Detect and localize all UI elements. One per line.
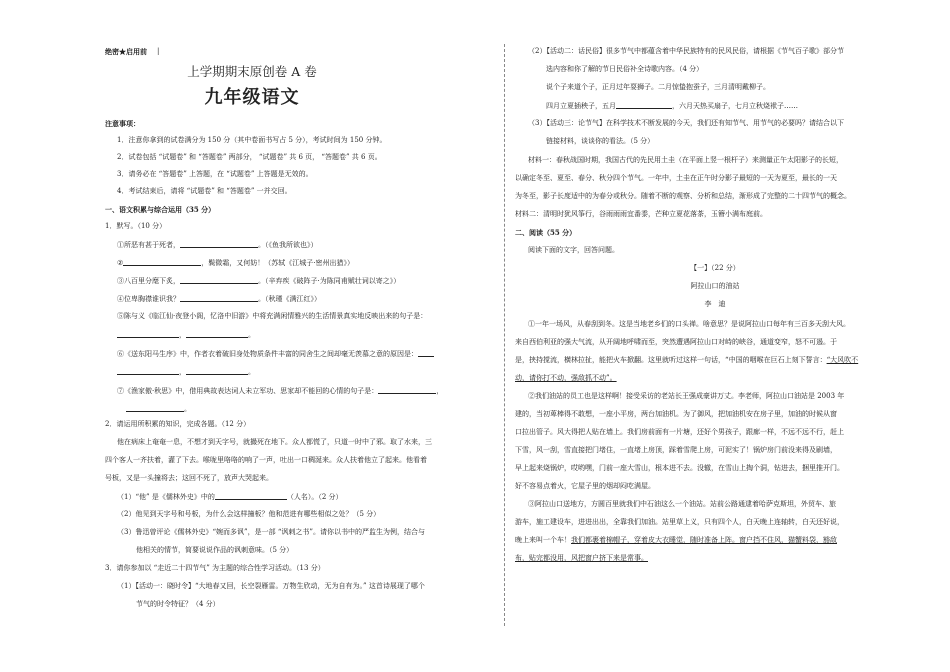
recite-q6-blanks: ， 。 — [117, 367, 255, 377]
story-paragraph: ③阿拉山口送地方，方圆百里就我们中石油这么一个油站。站前公路通逮着哈萨克斯坦，外贸车、旅 — [528, 500, 836, 508]
q2-sub3: （3）鲁迅曾评论《儒林外史》“婉而多讽”，是一部 “讽刺之书”。请你以书中的严监生为例，结合与 — [117, 528, 425, 536]
story-text: 晚上来叫一个车！ — [515, 536, 571, 544]
recite-post: 。（《鱼我所欲也》） — [258, 241, 318, 249]
q2-sub1-pre: （1）“他” 是《儒林外史》中的 — [117, 493, 215, 501]
subject-title: 九年级语文 — [204, 87, 300, 108]
q3-activity1: 节气的时令特征？（4 分） — [136, 600, 220, 608]
recite-pre: ①所恶有甚于死者， — [117, 241, 180, 249]
notice-heading: 注意事项： — [105, 119, 140, 128]
section2-heading: 二、阅读（55 分） — [515, 228, 577, 237]
poem-pre: 四月立夏插秧子，五月 — [546, 102, 616, 110]
passage-line: 四个客人一齐扶着，灌了下去。喉咙里咯咯的响了一声，吐出一口稠涎来。众人扶着他立了起来。他看着 — [105, 456, 427, 464]
material-line: 材料一：春秋战国时期，我国古代的先民用土圭（在平面上竖一根杆子）来测量正午太阳影子的长短， — [528, 156, 843, 164]
q3-activity2: （2）【活动二：话民俗】很多节气中都蕴含着中华民族特有的民风民俗，请根据《节气百子歌》部分节 — [528, 47, 844, 55]
section1-heading: 一、语文积累与综合运用（35 分） — [105, 205, 216, 214]
reading-part: 【一】（22 分） — [690, 264, 740, 272]
q2-sub1-post: （人名）。（2 分） — [286, 493, 343, 501]
material-line: 为冬至，影子长度适中的为春分或秋分。随着不断的观察、分析和总结，渐形成了完整的二十四节气的概念。 — [515, 192, 851, 200]
q3-activity3: （3）【活动三：论节气】在科学技术不断发展的今天，我们还有知节气、用节气的必要吗？请结合以下 — [528, 119, 844, 127]
recite-post: ，鬓微霜，又何妨！（苏轼《江城子·密州出猎》） — [201, 259, 355, 267]
underlined-text: 我们都裹着棉帽子，穿着皮大衣睡觉，随时准备上阵。窗户挡不住风，猫蟹料袋，豁敌 — [571, 536, 837, 544]
q3-activity1: （1）【活动一：晓时令】“大地春又回，长空裂雁雷。万物生欣动，无为自有为。” 这首诗展现了哪个 — [117, 582, 425, 590]
reading-intro: 阅读下面的文字，回答问题。 — [528, 246, 619, 254]
poem-post: ，六月天热买扇子，七月立秋烧袱子…… — [672, 102, 798, 110]
answer-blank[interactable] — [186, 330, 248, 338]
answer-blank[interactable] — [123, 258, 201, 266]
story-paragraph: 布，贴完都没用，风把窗户挤下来是常事。 — [515, 554, 648, 562]
underlined-text: “大风吹不 — [826, 356, 859, 364]
story-paragraph: ①一年一场风，从春刮到冬。这是当地老乡们的口头禅。啥意思？是说阿拉山口每年有三百多天刮大风。 — [528, 320, 850, 328]
recite-q6-text: ⑥《送东阳马生序》中，作者衣着破旧身处物质条件丰富的同舍生之间却毫无羡慕之意的原因是： — [117, 350, 418, 358]
q3-activity3: 链接材料，谈谈你的看法。（5 分） — [546, 137, 655, 145]
story-paragraph — [515, 536, 837, 545]
q2-sub3: 他相关的情节，简要说说作品的讽刺意味。（5 分） — [136, 546, 294, 554]
answer-blank[interactable] — [418, 349, 434, 357]
passage-line: 他在病床上奄奄一息，不想才到天字号，就撮死在地下。众人都慌了，只道一时中了邪。取了水来，三 — [117, 438, 432, 446]
recite-line — [117, 240, 318, 250]
story-paragraph: 下雪，风一刮，雪直接把门堵住，一直堵上房顶，踩着雪爬上房，可泥实了！锅炉房门前没来得及刷墙， — [515, 446, 837, 454]
answer-blank[interactable] — [616, 101, 672, 109]
recite-line — [117, 258, 354, 268]
answer-blank[interactable] — [180, 240, 258, 248]
story-author: 李 迪 — [704, 300, 726, 308]
recite-pre: ③八百里分麾下炙， — [117, 277, 180, 285]
recite-q5-blanks: ， 。 — [117, 330, 255, 340]
q1-title: 1．默写。（10 分） — [105, 222, 167, 230]
notice-item: 4．考试结束后，请将 “试题卷” 和 “答题卷” 一并交回。 — [117, 187, 292, 195]
recite-q5: ⑤陈与义《临江仙·夜登小阁，忆洛中旧游》中将充满闲情雅兴的生活情景真实地反映出来的句子是： — [117, 312, 428, 320]
story-text: 是，挟持搅流，横林拉扯，能把火车掀翻。这里就听过这样一句话，“中国的咽喉在巨石上刻下誓言： — [515, 356, 827, 364]
recite-q6 — [117, 349, 434, 359]
story-title: 阿拉山口的油站 — [690, 282, 740, 290]
answer-blank[interactable] — [117, 367, 179, 375]
recite-post: 。（秋瑾《满江红》） — [258, 295, 321, 303]
exam-title: 上学期期末原创卷 A 卷 — [187, 64, 317, 79]
story-paragraph: 游车，施工建设车，进进出出，全靠我们加油。站里草上义，只有四个人，白天晚上连轴转，白天还好说， — [515, 518, 844, 526]
notice-item: 2．试卷包括 “试题卷” 和 “答题卷” 两部分， “试题卷” 共 6 页， “答题卷” 共 6 页。 — [117, 153, 382, 161]
recite-pre: ② — [117, 259, 124, 267]
label-cursor: | — [157, 47, 160, 55]
notice-item: 3．请务必在 “答题卷” 上答题，在 “试题卷” 上答题是无效的。 — [117, 170, 313, 178]
recite-q7-text: ⑦《渔家傲·秋思》中，借用典故表达词人未立军功、思家却不能回的心情的句子是： — [117, 387, 379, 395]
q2-sub2: （2）他见到天字号和号板，为什么会这样撞板？他和范进有哪些相似之处？（5 分） — [117, 510, 381, 518]
story-paragraph: 早上起来烧锅炉，哎哟嘿，门前一座大雪山，根本进不去。没辙，在雪山上掏个洞，钻进去，捆里推开门。 — [515, 464, 844, 472]
poem-line — [546, 101, 798, 111]
q2-sub1 — [117, 492, 343, 502]
confidential-label: 绝密★启用前 — [105, 47, 147, 56]
story-paragraph: 建的，当初萆棒得不敢想，一座小平房，两台加油机。为了御风，把加油机安在房子里，加油的时候从窗 — [515, 410, 837, 418]
story-paragraph — [515, 356, 858, 365]
answer-blank[interactable] — [186, 367, 248, 375]
answer-blank[interactable] — [117, 330, 179, 338]
poem-line: 说个子来道个子，正月过年耍狮子。二月惊蛰抱蚕子，三月清明戴柳子。 — [546, 83, 770, 91]
recite-post: 。（辛弃疾《破阵子·为陈同甫赋壮词以寄之》） — [258, 277, 401, 285]
recite-line — [117, 294, 321, 304]
recite-line — [117, 276, 400, 286]
answer-blank[interactable] — [126, 404, 184, 412]
passage-line: 号板，又是一头撞将去；这回不死了，放声大哭起来。 — [105, 474, 273, 482]
q2-title: 2．请运用所积累的知识，完成各题。（12 分） — [105, 420, 251, 428]
material-line: 材料二：清明时犹风筝行，谷雨雨雨宜番黍，芒种立夏花落茶，玉簪小满布庭前。 — [515, 210, 767, 218]
story-paragraph: 来自西伯利亚的强大气流，从开阔地呼啸而至，突然遭遇阿拉山口对峙的峡谷，通道变窄，怒不可遏。于 — [515, 338, 837, 346]
story-paragraph: 好不容易点着火，它屋子里的烟却闷吃满屋。 — [515, 482, 655, 490]
answer-blank[interactable] — [180, 294, 258, 302]
answer-blank[interactable] — [378, 386, 436, 394]
answer-blank[interactable] — [215, 492, 287, 500]
answer-blank[interactable] — [180, 276, 258, 284]
recite-q7: ⑦《渔家傲·秋思》中，借用典故表达词人未立军功、思家却不能回的心情的句子是： ， — [117, 387, 444, 395]
story-paragraph: 动，请你打不动，强敌抓不动”。 — [515, 374, 617, 382]
notice-item: 1．注意你拿到的试卷满分为 150 分（其中卷面书写占 5 分），考试时间为 150 分钟。 — [117, 136, 387, 144]
recite-q7-blank: 。 — [126, 404, 191, 414]
material-line: 以确定冬至、夏至、春分、秋分四个节气。一年中，土圭在正午时分影子最短的一天为夏至，最长的一天 — [515, 174, 837, 182]
q3-title: 3．请你参加以 “走近二十四节气” 为主题的综合性学习活动。（13 分） — [105, 564, 325, 572]
story-paragraph: ②我们油站的员工也是这样啊！接受采访的老站长王强成豪讲万丈。李老师，阿拉山口油站是 2003 年 — [528, 392, 845, 400]
page-divider — [504, 44, 506, 626]
q3-activity2: 选内容和你了解的节日民俗补全诗歌内容。（4 分） — [546, 65, 704, 73]
recite-pre: ④位卑胸襟谁识我？ — [117, 295, 180, 303]
story-paragraph: 口拉出管子。风大得把人贴在墙上。我们房前面有一片塘，还好个男孩子，跟廊一样，不远不远不行，赶上 — [515, 428, 844, 436]
